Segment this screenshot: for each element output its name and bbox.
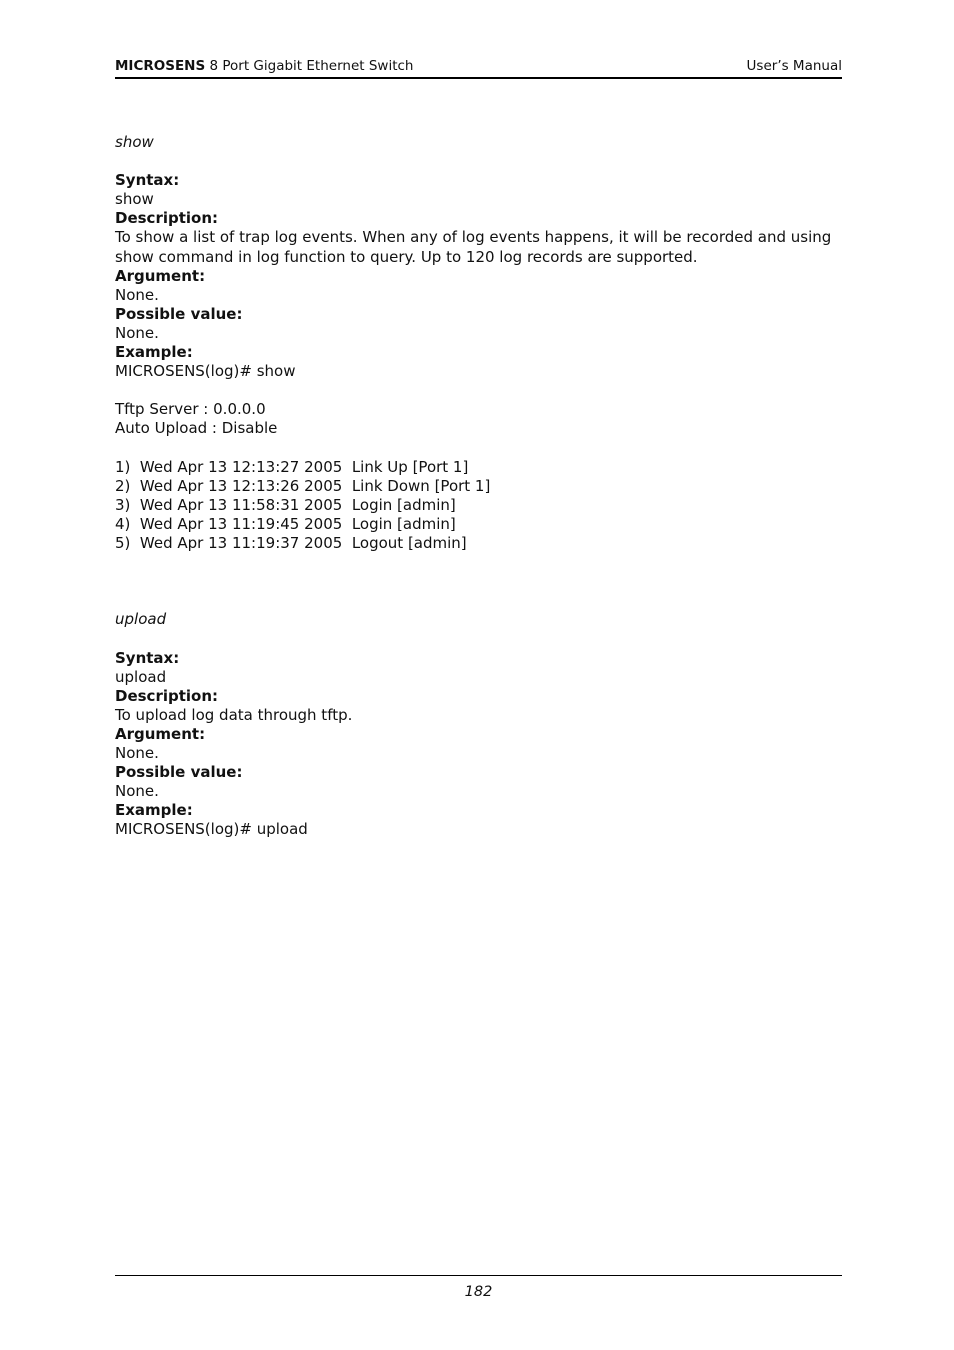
argument-value: None.: [115, 744, 159, 763]
example-label: Example:: [115, 343, 193, 362]
brand-name: MICROSENS: [115, 58, 206, 74]
log-entry: 4) Wed Apr 13 11:19:45 2005 Login [admin]: [115, 514, 456, 533]
example-label: Example:: [115, 801, 193, 820]
description-label: Description:: [115, 686, 219, 705]
page-number: 182: [464, 1284, 493, 1300]
log-entry: 5) Wed Apr 13 11:19:37 2005 Logout [admin]: [115, 533, 467, 552]
argument-value: None.: [115, 285, 159, 304]
syntax-value: upload: [115, 667, 167, 686]
argument-label: Argument:: [115, 724, 206, 743]
example-command: MICROSENS(log)# upload: [115, 820, 308, 839]
log-entry-list: [115, 458, 845, 553]
description-label: Description:: [115, 209, 219, 228]
possible-value: None.: [115, 782, 159, 801]
show-command-title: show: [115, 133, 154, 151]
syntax-label: Syntax:: [115, 171, 180, 190]
description-text: To show a list of trap log events. When any of log events happens, it will be recorded and using show command in log function to query. Up to 120 log records are supported.: [115, 228, 832, 266]
upload-command-section: [115, 610, 845, 839]
page-header: [115, 57, 842, 79]
spacer: [115, 629, 845, 648]
upload-command-title: upload: [115, 610, 167, 629]
syntax-label: Syntax:: [115, 648, 180, 667]
tftp-server-line: Tftp Server : 0.0.0.0: [115, 400, 266, 419]
spacer: [115, 381, 845, 400]
product-name: 8 Port Gigabit Ethernet Switch: [205, 58, 414, 74]
syntax-value: show: [115, 190, 154, 209]
possible-value-label: Possible value:: [115, 763, 243, 782]
argument-label: Argument:: [115, 266, 206, 285]
log-entry: 3) Wed Apr 13 11:58:31 2005 Login [admin]: [115, 495, 456, 514]
spacer: [115, 439, 845, 458]
page-content: [115, 133, 845, 839]
manual-title: User’s Manual: [746, 58, 842, 74]
show-command-section: [115, 133, 845, 553]
possible-value: None.: [115, 323, 159, 342]
section-gap: [115, 553, 845, 610]
log-entry: 1) Wed Apr 13 12:13:27 2005 Link Up [Port 1]: [115, 457, 469, 476]
possible-value-label: Possible value:: [115, 304, 243, 323]
log-entry: 2) Wed Apr 13 12:13:26 2005 Link Down [Port 1]: [115, 476, 491, 495]
auto-upload-line: Auto Upload : Disable: [115, 419, 278, 438]
page-footer: [115, 1275, 842, 1300]
header-title: [115, 57, 413, 75]
example-command: MICROSENS(log)# show: [115, 362, 296, 381]
description-text: To upload log data through tftp.: [115, 705, 353, 724]
spacer: [115, 152, 845, 171]
